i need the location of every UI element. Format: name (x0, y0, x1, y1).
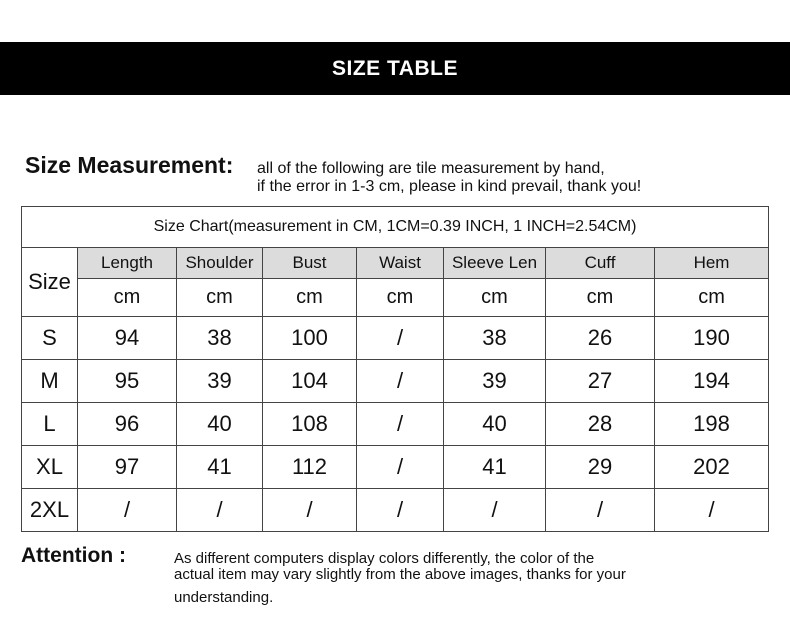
measurement-note-line-2: if the error in 1-3 cm, please in kind prevail, thank you! (257, 178, 642, 195)
column-header-shoulder: Shoulder (177, 248, 263, 279)
data-cell: 38 (444, 317, 546, 360)
column-header-length: Length (78, 248, 177, 279)
unit-cell: cm (655, 279, 769, 317)
attention-line-1: As different computers display colors differently, the color of the (174, 550, 595, 567)
column-header-cuff: Cuff (546, 248, 655, 279)
data-cell: 112 (263, 446, 357, 489)
column-header-sleeve-len: Sleeve Len (444, 248, 546, 279)
data-cell: / (546, 489, 655, 532)
data-cell: 27 (546, 360, 655, 403)
banner-title: SIZE TABLE (332, 56, 458, 80)
data-cell: 41 (177, 446, 263, 489)
data-cell: 39 (177, 360, 263, 403)
size-header: Size (22, 248, 78, 317)
unit-cell: cm (357, 279, 444, 317)
unit-cell: cm (263, 279, 357, 317)
data-cell: 26 (546, 317, 655, 360)
table-row (22, 360, 769, 403)
data-cell: / (655, 489, 769, 532)
data-cell: 38 (177, 317, 263, 360)
data-cell: 97 (78, 446, 177, 489)
data-cell: / (78, 489, 177, 532)
size-cell: L (22, 403, 78, 446)
data-cell: / (357, 403, 444, 446)
column-header-bust: Bust (263, 248, 357, 279)
data-cell: 104 (263, 360, 357, 403)
data-cell: 41 (444, 446, 546, 489)
chart-title: Size Chart(measurement in CM, 1CM=0.39 INCH, 1 INCH=2.54CM) (22, 207, 769, 248)
unit-row (22, 279, 769, 317)
data-cell: 28 (546, 403, 655, 446)
chart-title-row (22, 207, 769, 248)
data-cell: 100 (263, 317, 357, 360)
unit-cell: cm (78, 279, 177, 317)
data-cell: / (357, 360, 444, 403)
column-header-hem: Hem (655, 248, 769, 279)
size-cell: 2XL (22, 489, 78, 532)
size-measurement-label: Size Measurement: (25, 152, 234, 178)
unit-cell: cm (546, 279, 655, 317)
data-cell: 95 (78, 360, 177, 403)
column-header-waist: Waist (357, 248, 444, 279)
measurement-note-line-1: all of the following are tile measurement by hand, (257, 160, 605, 177)
size-measurement-note (25, 152, 785, 198)
data-cell: 40 (444, 403, 546, 446)
data-cell: 202 (655, 446, 769, 489)
attention-note (21, 544, 781, 614)
table-row (22, 446, 769, 489)
header-row (22, 248, 769, 279)
data-cell: 194 (655, 360, 769, 403)
data-cell: 40 (177, 403, 263, 446)
data-cell: 108 (263, 403, 357, 446)
data-cell: / (357, 317, 444, 360)
attention-label: Attention : (21, 544, 126, 567)
data-cell: / (357, 489, 444, 532)
size-cell: S (22, 317, 78, 360)
unit-cell: cm (444, 279, 546, 317)
attention-line-2: actual item may vary slightly from the above images, thanks for your (174, 566, 626, 583)
data-cell: 190 (655, 317, 769, 360)
data-cell: 29 (546, 446, 655, 489)
data-cell: 39 (444, 360, 546, 403)
data-cell: / (177, 489, 263, 532)
unit-cell: cm (177, 279, 263, 317)
data-cell: 96 (78, 403, 177, 446)
table-row (22, 489, 769, 532)
size-cell: XL (22, 446, 78, 489)
data-cell: / (263, 489, 357, 532)
data-cell: 94 (78, 317, 177, 360)
size-cell: M (22, 360, 78, 403)
size-table-banner (0, 42, 790, 95)
attention-line-3: understanding. (174, 589, 274, 606)
table-row (22, 403, 769, 446)
table-row (22, 317, 769, 360)
data-cell: / (357, 446, 444, 489)
size-chart-table (21, 206, 769, 532)
data-cell: / (444, 489, 546, 532)
data-cell: 198 (655, 403, 769, 446)
